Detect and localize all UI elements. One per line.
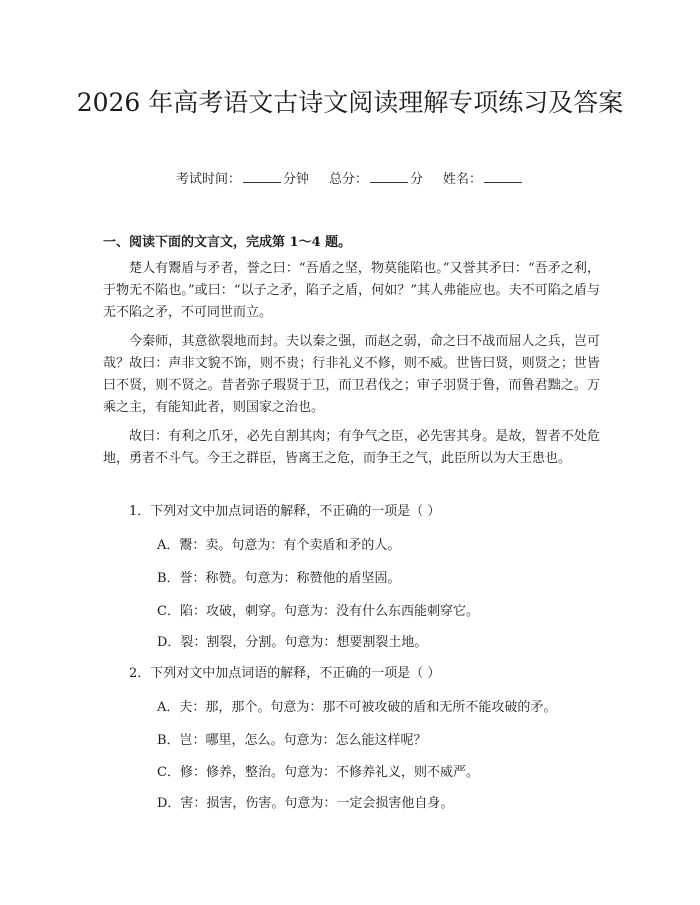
total-score-unit: 分 — [410, 172, 424, 187]
question-option: B．誉：称赞。句意为：称赞他的盾坚固。 — [157, 571, 401, 586]
section-heading: 一、阅读下面的文言文，完成第 1～4 题。 — [103, 235, 352, 250]
question-option: A．夫：那，那个。句意为：那不可被攻破的盾和无所不能攻破的矛。 — [157, 700, 557, 715]
question-option: C．陷：攻破，刺穿。句意为：没有什么东西能刺穿它。 — [157, 604, 479, 619]
question-stem: 2．下列对文中加点词语的解释，不正确的一项是（ ） — [129, 666, 441, 681]
question-option: B．岂：哪里，怎么。句意为：怎么能这样呢？ — [157, 733, 427, 748]
exam-info-line — [0, 168, 700, 187]
student-name-label: 姓名： — [443, 172, 483, 187]
question-option: C．修：修养，整治。句意为：不修养礼义，则不威严。 — [157, 765, 479, 780]
question-option: A．鬻：卖。句意为：有个卖盾和矛的人。 — [157, 538, 401, 553]
total-score-blank — [370, 170, 408, 183]
total-score-label: 总分： — [328, 172, 368, 187]
page-title: 2026 年高考语文古诗文阅读理解专项练习及答案 — [76, 88, 624, 117]
passage-paragraph: 今秦师，其意欲裂地而封。夫以秦之强，而赵之弱，命之曰不战而屈人之兵，岂可哉？故曰：声非文貌不饰，则不贵；行非礼义不修，则不威。世皆曰贤，则贤之；世皆曰不贤，则不贤之。昔者弥子瑕贤于卫，而卫君伐之；审子羽贤于鲁，而鲁君黜之。万乘之主，有能知此者，则国家之治也。 — [103, 334, 600, 415]
exam-time-label: 考试时间： — [175, 172, 241, 187]
question-option: D．裂：割裂，分割。句意为：想要割裂土地。 — [157, 635, 428, 650]
total-score-field — [329, 172, 423, 187]
exam-time-blank — [243, 170, 281, 183]
exam-time-field — [176, 172, 309, 187]
question-stem: 1．下列对文中加点词语的解释，不正确的一项是（ ） — [129, 504, 441, 519]
student-name-field — [443, 172, 524, 187]
student-name-blank — [484, 170, 522, 183]
question-option: D．害：损害，伤害。句意为：一定会损害他自身。 — [157, 796, 454, 811]
exam-time-unit: 分钟 — [282, 172, 309, 187]
passage-paragraph: 故曰：有利之爪牙，必先自割其肉；有争气之臣，必先害其身。是故，智者不处危地，勇者不斗气。今王之群臣，皆离王之危，而争王之气，此臣所以为大王患也。 — [103, 429, 600, 466]
passage-paragraph: 楚人有鬻盾与矛者，誉之曰：“吾盾之坚，物莫能陷也。”又誉其矛曰：“吾矛之利，于物无不陷也。”或曰：“以子之矛，陷子之盾，何如？”其人弗能应也。夫不可陷之盾与无不陷之矛，不可同世而立。 — [103, 261, 600, 320]
